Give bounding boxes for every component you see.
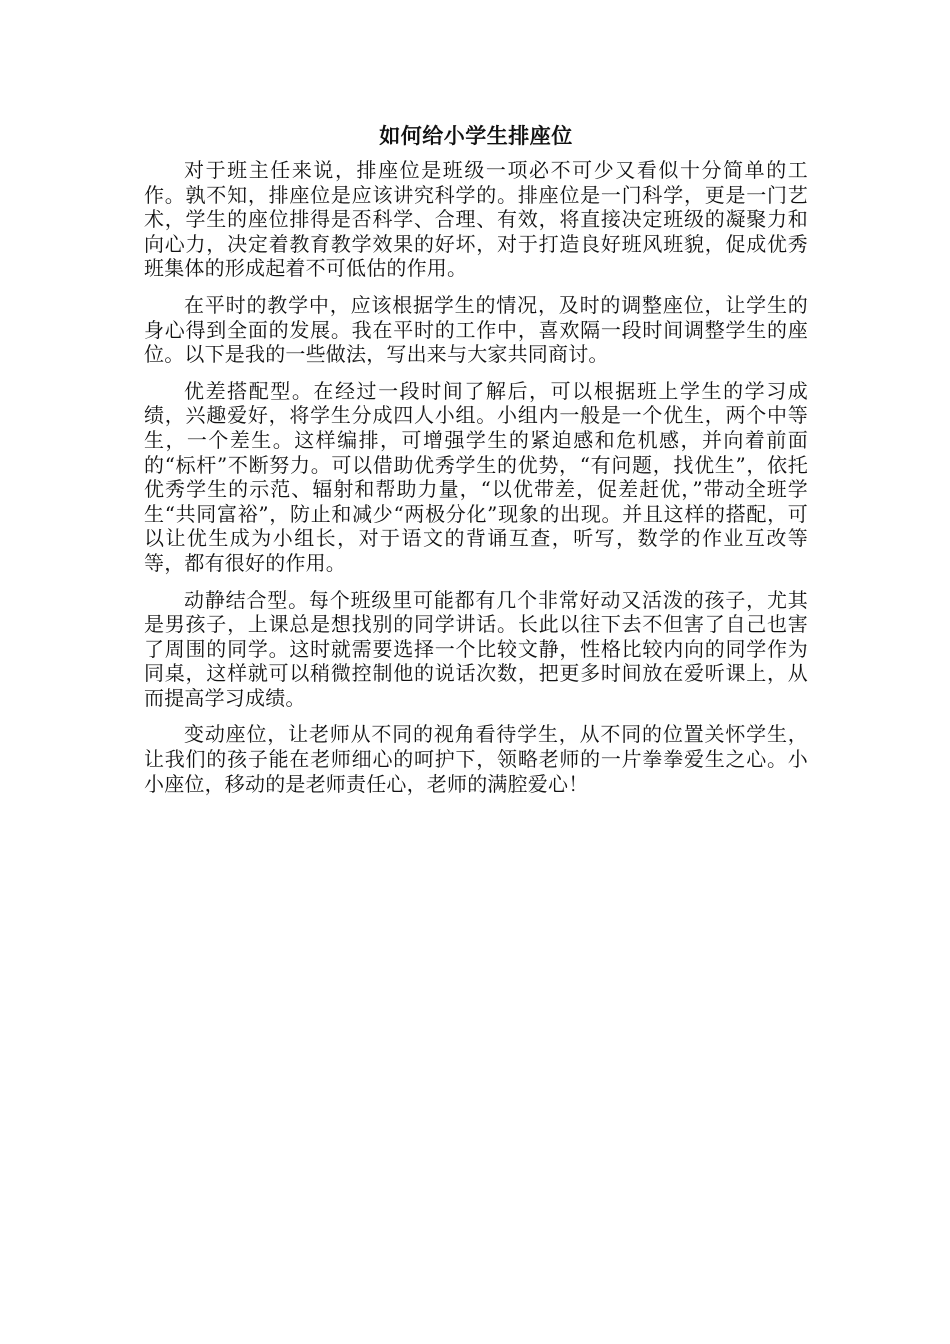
paragraph-mixed-ability: 优差搭配型。在经过一段时间了解后，可以根据班上学生的学习成绩，兴趣爱好，将学生分成四人小组。小组内一般是一个优生，两个中等生，一个差生。这样编排，可增强学生的紧迫感和危机感，并向着前面的“标杆”不断努力。可以借助优秀学生的优势，“有问题，找优生”，依托优秀学生的示范、辐射和帮助力量，“以优带差，促差赶优，”带动全班学生“共同富裕”，防止和减少“两极分化”现象的出现。并且这样的搭配，可以让优生成为小组长，对于语文的背诵互查，听写，数学的作业互改等等，都有很好的作用。 (144, 378, 808, 575)
paragraph-conclusion: 变动座位，让老师从不同的视角看待学生，从不同的位置关怀学生，让我们的孩子能在老师细心的呵护下，领略老师的一片拳拳爱生之心。小小座位，移动的是老师责任心，老师的满腔爱心！ (144, 722, 808, 796)
document-title: 如何给小学生排座位 (379, 123, 573, 148)
document-body (144, 118, 808, 808)
paragraph-adjust-seats: 在平时的教学中，应该根据学生的情况，及时的调整座位，让学生的身心得到全面的发展。我在平时的工作中，喜欢隔一段时间调整学生的座位。以下是我的一些做法，写出来与大家共同商讨。 (144, 292, 808, 367)
paragraph-intro: 对于班主任来说，排座位是班级一项必不可少又看似十分简单的工作。孰不知，排座位是应该讲究科学的。排座位是一门科学，更是一门艺术，学生的座位排得是否科学、合理、有效，将直接决定班级的凝聚力和向心力，决定着教育教学效果的好坏，对于打造良好班风班貌，促成优秀班集体的形成起着不可低估的作用。 (144, 158, 808, 281)
paragraph-active-quiet: 动静结合型。每个班级里可能都有几个非常好动又活泼的孩子，尤其是男孩子，上课总是想找别的同学讲话。长此以往下去不但害了自己也害了周围的同学。这时就需要选择一个比较文静，性格比较内向的同学作为同桌，这样就可以稍微控制他的说话次数，把更多时间放在爱听课上，从而提高学习成绩。 (144, 587, 808, 710)
